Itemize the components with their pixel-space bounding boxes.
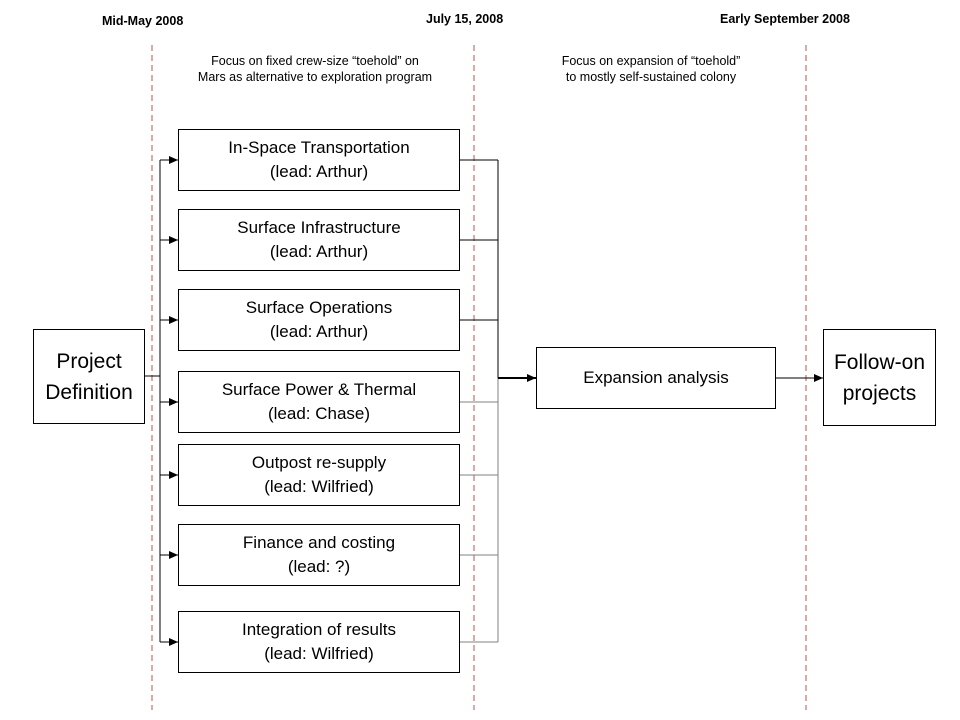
task-box-integration-results xyxy=(178,611,460,673)
task-lead: (lead: Arthur) xyxy=(269,242,369,261)
task-title: Surface Operations xyxy=(245,298,393,317)
milestone-label-may: Mid-May 2008 xyxy=(102,14,184,28)
follow-on-line-1: Follow-on xyxy=(833,350,926,374)
project-definition-line-1: Project xyxy=(56,349,122,373)
task-lead: (lead: Arthur) xyxy=(269,322,369,341)
task-title: Integration of results xyxy=(241,620,397,639)
task-box-outpost-resupply xyxy=(178,444,460,506)
follow-on-line-2: projects xyxy=(842,381,917,405)
task-lead: (lead: Chase) xyxy=(267,404,371,423)
task-lead: (lead: ?) xyxy=(287,557,351,576)
task-box-surface-power-thermal xyxy=(178,371,460,433)
phase-note-1-line-1: Focus on fixed crew-size “toehold” on xyxy=(211,54,419,68)
task-lead: (lead: Arthur) xyxy=(269,162,369,181)
phase-note-1-line-2: Mars as alternative to exploration program xyxy=(197,70,433,84)
follow-on-projects-box xyxy=(823,329,936,426)
phase-note-2-line-2: to mostly self-sustained colony xyxy=(565,70,737,84)
milestone-label-july: July 15, 2008 xyxy=(426,12,504,26)
milestone-label-september: Early September 2008 xyxy=(720,12,850,26)
expansion-analysis-box xyxy=(536,347,776,409)
phase-note-2-line-1: Focus on expansion of “toehold” xyxy=(561,54,741,68)
task-title: Surface Power & Thermal xyxy=(221,380,417,399)
task-title: Finance and costing xyxy=(242,533,396,552)
project-definition-line-2: Definition xyxy=(45,380,133,404)
task-title: In-Space Transportation xyxy=(228,138,410,157)
task-title: Outpost re-supply xyxy=(251,453,387,472)
project-definition-box xyxy=(33,329,145,424)
task-box-in-space-transportation xyxy=(178,129,460,191)
expansion-analysis-label: Expansion analysis xyxy=(583,368,729,387)
task-title: Surface Infrastructure xyxy=(237,218,401,237)
phase-note-2 xyxy=(500,53,802,85)
task-box-finance-costing xyxy=(178,524,460,586)
task-lead: (lead: Wilfried) xyxy=(264,477,374,496)
task-box-surface-infrastructure xyxy=(178,209,460,271)
task-box-surface-operations xyxy=(178,289,460,351)
task-lead: (lead: Wilfried) xyxy=(264,644,374,663)
phase-note-1 xyxy=(158,53,472,85)
